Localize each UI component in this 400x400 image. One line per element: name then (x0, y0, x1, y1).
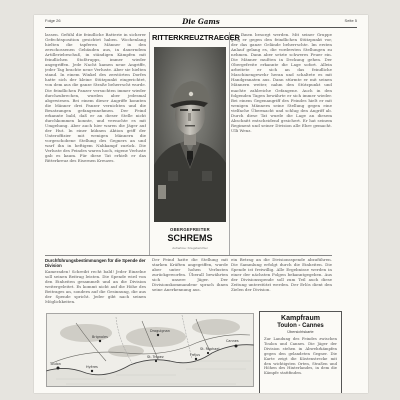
map-label-st-tropez: St. Tropez (147, 355, 164, 359)
kampfraum-region: Toulon - Cannes (277, 323, 324, 329)
portrait-name: SCHREMS (167, 233, 213, 243)
map-label-toulon: Toulon (50, 362, 61, 366)
portrait-title: RITTERKREUZTRAEGER (152, 33, 240, 42)
newspaper-page (34, 15, 368, 393)
article-column-right: von Ihnen besorgt werden. Mit seiner Gruppe ging er gegen den feindlichen Stützpunkt vor, der das ganze Gelände beherrschte. Im ersten Anlauf gelang es, die vordersten Stellungen zu nehmen. Dann aber setzte schweres Feuer ein. Die Männer mußten in Deckung gehen. Der Obergefreite erkannte die Lage sofort. Allein arbeitete er sich an das feindliche Maschinengewehr heran und schaltete es mit Handgranaten aus. Dann stürmte er mit seinen Männern weiter, nahm den Stützpunkt und machte zahlreiche Gefangene. Auch in den folgenden Tagen bewährte er sich immer wieder. Bei einem Gegenangriff des Feindes hielt er mit wenigen Männern seine Stellung gegen eine vielfache Übermacht und schlug den Angriff ab. Durch diese Tat wurde die Lage an diesem Abschnitt entscheidend gesichert. Er hat seinem Regiment und seiner Division alle Ehre gemacht. Ulli Wenz. (231, 32, 332, 133)
map-label-brignoles: Brignoles (92, 335, 108, 339)
right-bottom-text: ein Betrag an die Divisionsspende abzuführen. Die Sammlung erfolgt durch die Einheiten. Die Spende ist freiwillig. Alle Ergebnisse werden in einer der nächsten Folgen bekanntgegeben. Aus der Divisionsspende soll zum Teil auch diese Zeitung unterstützt werden. Der Erlös dient den Zielen der Division. (231, 257, 332, 293)
masthead-title: Die Gams (182, 17, 220, 26)
kampfraum-box (259, 311, 342, 393)
article-column-left: lassen. Gefühl die feindliche Batterie in sicherer Gefechtsposition gesichtet haben. Wochenlang hielten die tapferen Männer in den zerschossenen Gebäuden aus, in dauerndem Artilleriebeschuß, in ständigen Kämpfen mit feindlichen Stoßtrupps, immer wieder angegriffen. Jede Nacht kamen neue Angriffe, jeder Tag brachte neue Verluste. Aber sie hielten stand. In einem Winkel des zerstörten Dorfes hatte sich der kleine Stützpunkt eingerichtet, von dem aus die ganze Straße beherrscht wurde. Die feindlichen Panzer versuchten immer wieder durchzubrechen, wurden aber jedesmal abgewiesen. Bei einem dieser Angriffe konnten die Männer drei Panzer vernichten und die Besatzungen gefangennehmen. Der Feind erkannte bald, daß er an dieser Stelle nicht durchkommen konnte, und versuchte es mit Umgehung. Aber auch hier waren die Jäger auf der Hut. In einer kühnen Aktion griff der Unteroffizier mit wenigen Männern die vorgeschobene Stellung des Gegners an und warf ihn in heftigem Nahkampf zurück. Die Verluste des Feindes waren hoch, eigene Verluste gab es kaum. Für diese Tat erhielt er das Ritterkreuz des Eisernen Kreuzes. (45, 32, 146, 164)
kampfraum-title: Kampfraum (281, 315, 320, 322)
issue-number: Folge 26 (45, 18, 61, 23)
soldier-portrait-photo (154, 47, 226, 222)
map-label-cannes: Cannes (226, 339, 239, 343)
column-divider (229, 32, 230, 255)
spenden-heading: Durchführungsbestimmungen für die Spende der Division (45, 258, 146, 269)
map-label-frejus: Fréjus (190, 353, 200, 357)
header-rule (45, 27, 357, 28)
map-label-hyeres: Hyères (86, 365, 98, 369)
photo-credit: Aufnahme: Kriegsberichter (172, 246, 208, 250)
kampfraum-subtitle: Übersichtskarte (287, 330, 314, 334)
page-number: Seite 5 (344, 18, 357, 23)
column-divider (149, 32, 150, 255)
portrait-block (152, 32, 240, 255)
map-label-st-raphael: St. Raphael (200, 347, 220, 351)
middle-bottom-text: Der Feind hatte die Stellung mit starken Kräften angegriffen, wurde aber unter hohen Verlusten zurückgeworfen. Überall bewährten sich unsere Jäger. Der Divisionskommandeur sprach ihnen seine Anerkennung aus. (152, 257, 228, 293)
map-label-draguignan: Draguignan (150, 329, 170, 333)
campaign-map (46, 313, 254, 387)
section-divider (45, 255, 332, 256)
spenden-text: Kameraden! Schreibt recht bald! Jeder Einzelne soll seinen Beitrag leisten. Die Spende wird von den Einheiten gesammelt und an die Division weitergeleitet. Es kommt nicht auf die Höhe des Beitrages an, sondern auf die Gesinnung, die aus der Spende spricht. Jeder gibt nach seinen Möglichkeiten. (45, 269, 146, 305)
page-header (34, 15, 368, 29)
kampfraum-text: Zur Landung des Feindes zwischen Toulon und Cannes. Die Jäger der Division stehen in Abwehrkämpfen gegen den gelandeten Gegner. Die Karte zeigt die Küstenstrecke mit den wichtigsten Orten, Straßen und Höhen des Hinterlandes, in dem die Kämpfe stattfinden. (264, 337, 337, 376)
portrait-rank: OBERGEFREITER (170, 227, 210, 232)
